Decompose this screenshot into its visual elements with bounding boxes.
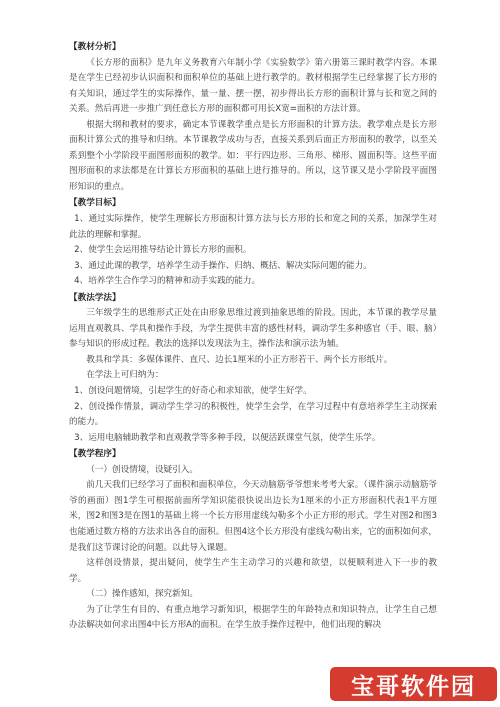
section-heading-teaching-goals: 【教学目标】 — [69, 198, 121, 209]
paragraph: 为了让学生有目的、有重点地学习新知识，根据学生的年龄特点和知识特点，让学生自己想办法解决如何求出图4中长方形A的面积。在学生放手操作过程中，他们出现的解决 — [69, 604, 437, 631]
paragraph: 在学法上可归纳为： — [86, 370, 164, 381]
list-item: 2、创设操作情景，调动学生学习的积极性，使学生会学，在学习过程中有意培养学生主动探索的能力。 — [69, 401, 437, 428]
list-item: 4、培养学生合作学习的精神和动手实践的能力。 — [74, 276, 261, 287]
list-item: 2、使学生会运用推导结论计算长方形的面积。 — [74, 245, 252, 256]
paragraph: 前几天我们已经学习了面积和面积单位，今天动脑筋爷爷想来考考大家。（课件演示动脑筋爷爷的画面）图1学生可根据前面所学知识能很快说出边长为1厘米的小正方形面积代表1平方厘米，图2和图3是在图1的基础上将一个长方形用虚线勾勒多个小正方形的形式。学生对图2和图3也能通过数方格的方法求出各自的面积。但图4这个长方形没有虚线勾勒出来，它的面积如何求，是我们这节课讨论的问题。以此导入课题。 — [69, 480, 437, 553]
list-item: 1、通过实际操作，使学生理解长方形面积计算方法与长方形的长和宽之间的关系，加深学生对此法的理解和掌握。 — [69, 214, 437, 240]
paragraph: 《长方形的面积》是九年义务教育六年制小学《实验数学》第六册第三课时教学内容。本课是在学生已经初步认识面积和面积单位的基础上进行教学的。教材根据学生已经掌握了长方形的有关知识，通过学生的实际操作，量一量、摆一摆，初步得出长方形的面积计算与长和宽之间的关系。然后再进一步推广到任意长方形的面积都可用长Ⅹ宽=面积的方法计算。 — [69, 57, 437, 115]
list-item: 1、创设问题情境，引起学生的好奇心和求知欲，使学生好学。 — [74, 386, 312, 397]
watermark-text: 宝哥软件园 — [351, 673, 476, 700]
site-watermark-logo — [330, 667, 497, 701]
paragraph: 三年级学生的思维形式正处在由形象思维过渡到抽象思维的阶段。因此，本节课的教学尽量运用直观教具、学具和操作手段，为学生提供丰富的感性材料，调动学生多种感官（手、眼、脑）参与知识的形成过程。教法的选择以发现法为主，操作法和演示法为辅。 — [69, 308, 437, 350]
paragraph: 根据大纲和教材的要求，确定本节课教学重点是长方形面积的计算方法。教学难点是长方形面积计算公式的推导和归纳。本节课教学成功与否，直接关系到后面正方形面积的教学，以至关系到整个小学阶段平面图形面积的教学。如：平行四边形、三角形、梯形、圆面积等。这些平面图形面积的求法都是在计算长方形面积的基础上进行推导的。所以，这节课又是小学阶段平面图形知识的重点。 — [69, 119, 437, 192]
document-page — [69, 40, 437, 634]
section-heading-textbook-analysis: 【教材分析】 — [69, 42, 121, 52]
list-item: 3、运用电脑辅助教学和直观教学等多种手段，以便活跃课堂气氛，使学生乐学。 — [74, 432, 381, 443]
section-heading-procedure: 【教学程序】 — [69, 449, 121, 460]
subsection-heading: （一）创设情境，设疑引入。 — [86, 464, 198, 475]
subsection-heading: （二）操作感知，探究新知。 — [86, 589, 198, 600]
paragraph: 教具和学具：多媒体课件、直尺、边长1厘米的小正方形若干、两个长方形纸片。 — [86, 354, 393, 365]
section-heading-methods: 【教法学法】 — [69, 292, 121, 303]
paragraph: 这样创设情景，提出疑问，使学生产生主动学习的兴趣和欲望，以便顺利进入下一步的教学。 — [69, 558, 437, 584]
list-item: 3、通过此课的教学，培养学生动手操作、归纳、概括、解决实际问题的能力。 — [74, 260, 372, 271]
